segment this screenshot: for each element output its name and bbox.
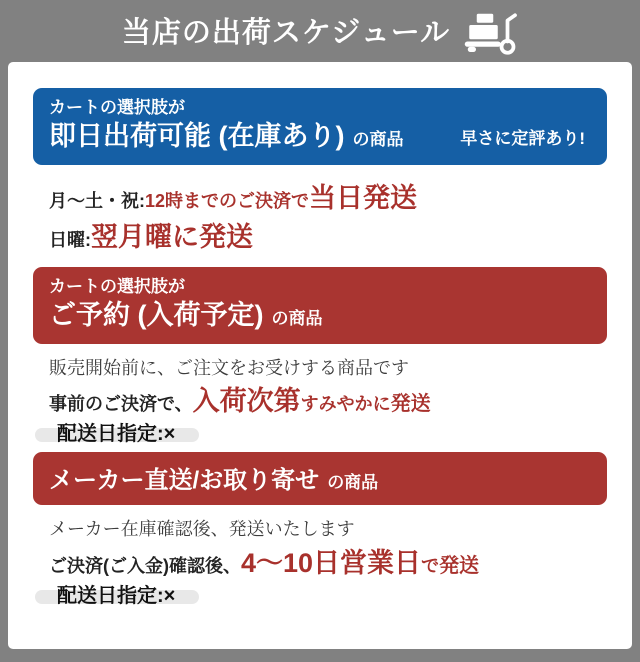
- rule-tail: 発送: [439, 555, 480, 578]
- banner-title-suffix: の商品: [271, 308, 323, 328]
- banner-title: 即日出荷可能 (在庫あり): [49, 120, 345, 151]
- direct-order-banner: [33, 452, 607, 505]
- rule-condition: 12時までのご決済で: [145, 190, 310, 211]
- banner-subtitle: カートの選択肢が: [49, 276, 185, 296]
- preorder-rules: [49, 357, 607, 420]
- banner-title: ご予約 (入荷予定): [49, 299, 264, 330]
- banner-tagline: 早さに定評あり!: [460, 128, 585, 148]
- shipping-rule-line: [49, 384, 607, 419]
- hand-truck-icon: [464, 13, 518, 55]
- page-title: 当店の出荷スケジュール: [121, 16, 451, 49]
- rule-condition: すみやかに: [300, 394, 391, 415]
- banner-title: メーカー直送/お取り寄せ: [49, 467, 320, 495]
- preorder-banner: [33, 267, 607, 344]
- header: [0, 0, 640, 62]
- shipping-rule-line: [49, 220, 607, 255]
- content-panel: [8, 62, 632, 649]
- banner-title-line: [49, 120, 403, 154]
- rule-label: 事前のご決済で、: [49, 394, 193, 415]
- rule-label: 月〜土・祝:: [49, 190, 145, 211]
- shipping-rule-line: [49, 181, 607, 216]
- rule-label: 日曜:: [49, 229, 91, 250]
- shipping-rule-line: [49, 546, 607, 581]
- rule-highlight: 翌月曜に発送: [91, 221, 253, 252]
- rule-label: ご決済(ご入金)確認後、: [49, 556, 241, 577]
- direct-order-rules: [49, 518, 607, 581]
- banner-subtitle: カートの選択肢が: [49, 98, 185, 117]
- rule-tail: 発送: [390, 393, 431, 416]
- delivery-date-badge: 配送日指定:×: [35, 428, 199, 442]
- banner-title-line: [49, 299, 322, 333]
- badge-row: [33, 581, 607, 608]
- shipping-rule-line: [49, 518, 607, 542]
- immediate-shipping-rules: [49, 181, 607, 255]
- banner-title-suffix: の商品: [352, 129, 404, 149]
- rule-condition: で: [421, 556, 440, 577]
- rule-highlight: 4〜10日営業日: [241, 548, 422, 579]
- rule-highlight: 当日発送: [309, 182, 418, 213]
- rule-text: 販売開始前に、ご注文をお受けする商品です: [49, 357, 409, 378]
- rule-highlight: 入荷次第: [192, 386, 301, 417]
- rule-text: メーカー在庫確認後、発送いたします: [49, 519, 355, 540]
- immediate-shipping-banner: [33, 88, 607, 165]
- badge-row: [33, 419, 607, 446]
- shipping-rule-line: [49, 357, 607, 381]
- banner-text: [49, 276, 322, 333]
- delivery-date-badge: 配送日指定:×: [35, 590, 199, 604]
- banner-text: [49, 97, 403, 154]
- banner-title-suffix: の商品: [327, 473, 379, 493]
